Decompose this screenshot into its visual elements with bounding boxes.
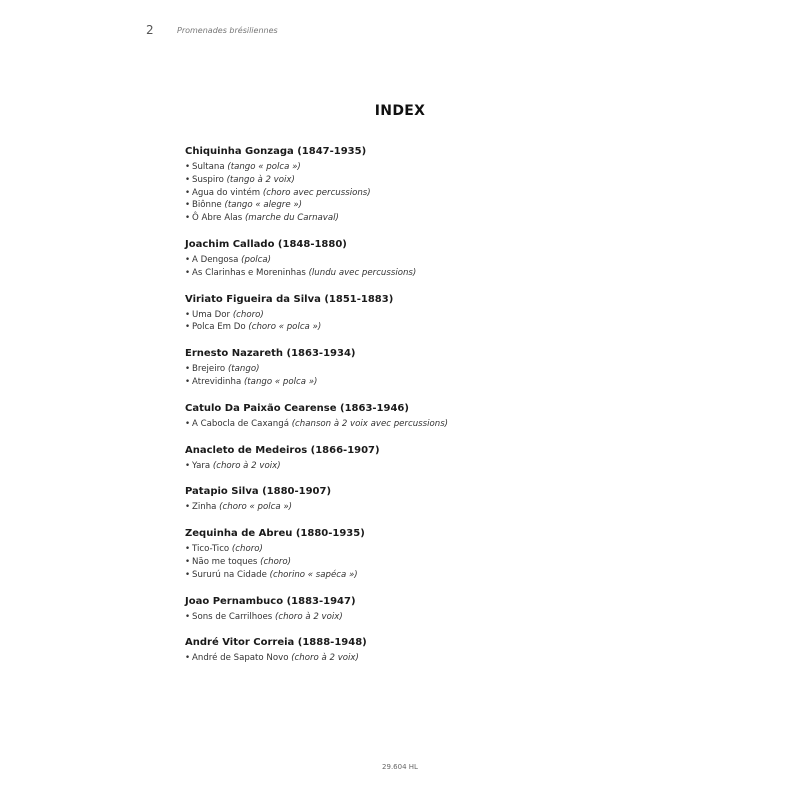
bullet-icon: • xyxy=(185,162,191,172)
work-item xyxy=(185,199,635,212)
work-title: Biônne xyxy=(192,200,222,211)
composer-name: Zequinha de Abreu (1880-1935) xyxy=(185,528,365,540)
work-description: (chanson à 2 voix avec percussions) xyxy=(291,418,449,429)
works-list xyxy=(185,611,635,624)
page-number: 2 xyxy=(146,23,154,37)
composer-entry xyxy=(185,485,635,514)
work-description: (tango) xyxy=(227,364,260,375)
index-entries xyxy=(185,145,635,678)
composer-name: André Vitor Correia (1888-1948) xyxy=(185,637,367,649)
work-title: Agua do vintém xyxy=(192,187,261,198)
work-description: (choro) xyxy=(260,556,292,567)
work-title: Sons de Carrilhoes xyxy=(192,611,273,622)
composer-entry xyxy=(185,293,635,335)
composer-name: Joachim Callado (1848-1880) xyxy=(185,238,347,250)
work-title: A Dengosa xyxy=(192,254,239,265)
bullet-icon: • xyxy=(185,544,191,555)
work-title: Sururú na Cidade xyxy=(192,569,267,580)
work-description: (tango à 2 voix) xyxy=(226,174,295,185)
index-title: INDEX xyxy=(374,103,426,120)
bullet-icon: • xyxy=(185,502,191,513)
work-title: Polca Em Do xyxy=(192,322,246,333)
work-item xyxy=(185,376,635,389)
works-list xyxy=(185,161,635,225)
work-item xyxy=(185,611,635,624)
bullet-icon: • xyxy=(185,267,191,278)
work-item xyxy=(185,212,635,225)
work-description: (choro) xyxy=(231,544,263,555)
work-title: Atrevidinha xyxy=(192,376,242,387)
works-list xyxy=(185,652,635,665)
bullet-icon: • xyxy=(185,254,191,265)
work-title: Tico-Tico xyxy=(192,544,230,555)
composer-name: Ernesto Nazareth (1863-1934) xyxy=(185,348,356,360)
work-title: Não me toques xyxy=(192,556,258,567)
work-item xyxy=(185,543,635,556)
bullet-icon: • xyxy=(185,174,191,185)
work-item xyxy=(185,652,635,665)
work-title: Ô Abre Alas xyxy=(192,213,243,224)
works-list xyxy=(185,418,635,431)
composer-entry xyxy=(185,145,635,225)
work-item xyxy=(185,161,635,174)
composer-name: Catulo Da Paixão Cearense (1863-1946) xyxy=(185,402,409,414)
composer-name: Anacleto de Medeiros (1866-1907) xyxy=(185,444,380,456)
works-list xyxy=(185,460,635,473)
composer-name: Patapio Silva (1880-1907) xyxy=(185,486,332,498)
bullet-icon: • xyxy=(185,611,191,622)
works-list xyxy=(185,309,635,335)
composer-entry xyxy=(185,238,635,280)
composer-entry xyxy=(185,527,635,581)
work-description: (choro avec percussions) xyxy=(262,187,371,198)
work-title: Uma Dor xyxy=(192,309,231,320)
composer-name: Joao Pernambuco (1883-1947) xyxy=(185,595,356,607)
work-description: (choro à 2 voix) xyxy=(212,460,281,471)
work-title: As Clarinhas e Moreninhas xyxy=(192,267,306,278)
bullet-icon: • xyxy=(185,460,191,471)
work-item xyxy=(185,174,635,187)
work-item xyxy=(185,460,635,473)
works-list xyxy=(185,254,635,280)
work-title: Yara xyxy=(192,460,211,471)
work-item xyxy=(185,556,635,569)
work-item xyxy=(185,501,635,514)
work-item xyxy=(185,267,635,280)
bullet-icon: • xyxy=(185,653,191,664)
work-description: (polca) xyxy=(241,254,271,265)
works-list xyxy=(185,501,635,514)
work-description: (lundu avec percussions) xyxy=(308,267,417,278)
work-item xyxy=(185,418,635,431)
work-title: André de Sapato Novo xyxy=(192,653,289,664)
work-title: Brejeiro xyxy=(192,364,226,375)
bullet-icon: • xyxy=(185,200,191,211)
work-description: (choro « polca ») xyxy=(219,502,292,513)
work-description: (choro à 2 voix) xyxy=(291,653,359,664)
work-description: (tango « polca ») xyxy=(243,376,318,387)
works-list xyxy=(185,543,635,581)
work-item xyxy=(185,309,635,322)
composer-name: Chiquinha Gonzaga (1847-1935) xyxy=(185,146,367,157)
work-description: (tango « alegre ») xyxy=(224,200,302,211)
work-description: (chorino « sapéca ») xyxy=(269,569,358,580)
work-title: Suspiro xyxy=(192,174,224,185)
work-description: (choro « polca ») xyxy=(248,322,322,333)
bullet-icon: • xyxy=(185,322,191,333)
work-title: Sultana xyxy=(192,162,225,172)
composer-entry xyxy=(185,402,635,431)
footer-catalog-code: 29.604 HL xyxy=(382,763,418,771)
running-title: Promenades brésiliennes xyxy=(177,26,278,35)
work-description: (choro à 2 voix) xyxy=(275,611,343,622)
work-item xyxy=(185,569,635,582)
composer-entry xyxy=(185,444,635,473)
composer-name: Viriato Figueira da Silva (1851-1883) xyxy=(185,293,394,305)
composer-entry xyxy=(185,347,635,389)
work-description: (tango « polca ») xyxy=(227,162,301,172)
bullet-icon: • xyxy=(185,213,191,224)
composer-entry xyxy=(185,595,635,624)
work-item xyxy=(185,254,635,267)
bullet-icon: • xyxy=(185,376,191,387)
work-title: A Cabocla de Caxangá xyxy=(192,418,289,429)
bullet-icon: • xyxy=(185,556,191,567)
work-title: Zinha xyxy=(192,502,217,513)
work-description: (marche du Carnaval) xyxy=(244,213,339,224)
bullet-icon: • xyxy=(185,569,191,580)
bullet-icon: • xyxy=(185,418,191,429)
work-description: (choro) xyxy=(232,309,264,320)
bullet-icon: • xyxy=(185,309,191,320)
work-item xyxy=(185,363,635,376)
works-list xyxy=(185,363,635,389)
bullet-icon: • xyxy=(185,187,191,198)
work-item xyxy=(185,187,635,200)
work-item xyxy=(185,321,635,334)
bullet-icon: • xyxy=(185,364,191,375)
composer-entry xyxy=(185,636,635,665)
